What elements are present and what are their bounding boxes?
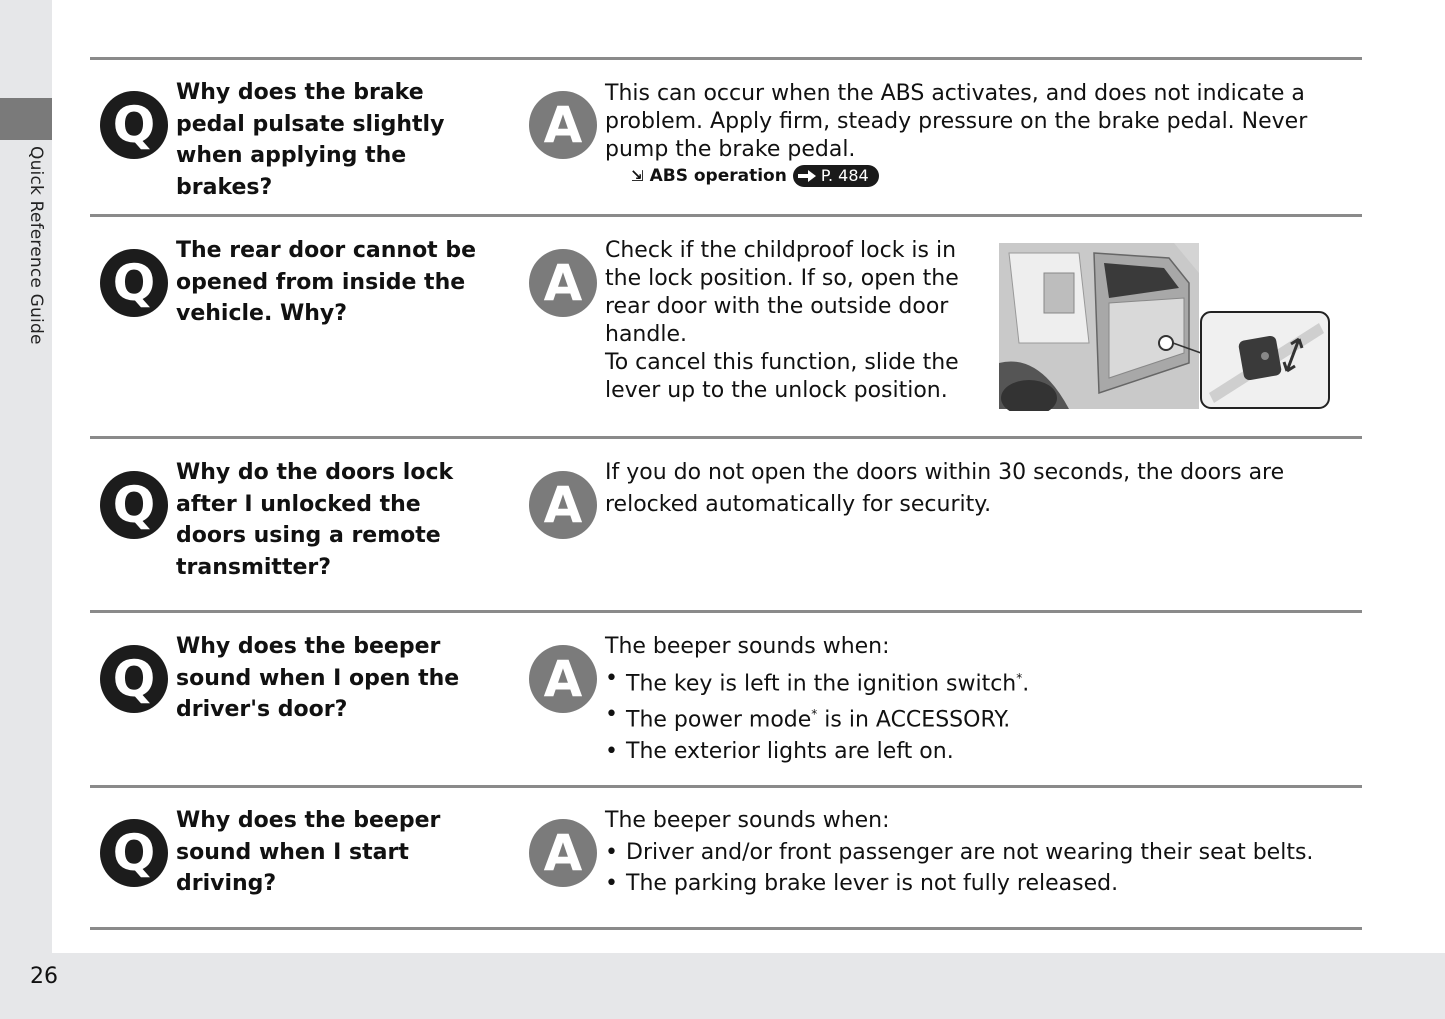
sidebar bbox=[0, 0, 52, 953]
childproof-lock-illustration bbox=[999, 243, 1332, 411]
divider bbox=[90, 785, 1362, 788]
list-item: • Driver and/or front passenger are not wearing their seat belts. bbox=[605, 837, 1345, 869]
question-text: Why does the beeper sound when I start driving? bbox=[176, 808, 441, 896]
list-item: • The exterior lights are left on. bbox=[605, 736, 1340, 768]
answer-text: To cancel this function, slide the lever up to the unlock position. bbox=[605, 350, 959, 403]
answer-badge: A bbox=[529, 645, 597, 713]
abs-operation-link[interactable] bbox=[631, 164, 1335, 188]
question-badge: Q bbox=[100, 819, 168, 887]
answer-text: If you do not open the doors within 30 seconds, the doors are relocked automatically for security. bbox=[605, 460, 1285, 517]
question-badge: Q bbox=[100, 645, 168, 713]
question-text: Why does the brake pedal pulsate slightly when applying the brakes? bbox=[176, 80, 445, 200]
section-tab-marker bbox=[0, 98, 52, 140]
question-text: Why does the beeper sound when I open the driver's door? bbox=[176, 634, 460, 722]
divider bbox=[90, 57, 1362, 60]
answer-badge: A bbox=[529, 819, 597, 887]
answer-badge: A bbox=[529, 91, 597, 159]
answer-block bbox=[605, 237, 990, 405]
answer-block bbox=[605, 631, 1340, 768]
answer-intro: The beeper sounds when: bbox=[605, 634, 890, 659]
list-item: • The power mode* is in ACCESSORY. bbox=[605, 699, 1340, 736]
answer-list bbox=[605, 663, 1340, 768]
page-arrow-icon bbox=[797, 169, 817, 183]
answer-badge: A bbox=[529, 471, 597, 539]
divider bbox=[90, 927, 1362, 930]
page-reference: P. 484 bbox=[820, 166, 869, 185]
divider bbox=[90, 436, 1362, 439]
question-text: Why do the doors lock after I unlocked the doors using a remote transmitter? bbox=[176, 460, 454, 580]
divider bbox=[90, 610, 1362, 613]
question-badge: Q bbox=[100, 249, 168, 317]
reference-arrow-icon: ⇲ bbox=[631, 167, 644, 185]
list-item: • The key is left in the ignition switch*. bbox=[605, 663, 1340, 700]
question-badge: Q bbox=[100, 91, 168, 159]
answer-block bbox=[605, 80, 1335, 188]
footer-bar bbox=[0, 953, 1445, 1019]
reference-label: ABS operation bbox=[649, 166, 787, 186]
divider bbox=[90, 214, 1362, 217]
answer-intro: The beeper sounds when: bbox=[605, 808, 890, 833]
answer-text: This can occur when the ABS activates, and does not indicate a problem. Apply firm, steady pressure on the brake pedal. Never pump the brake pedal. bbox=[605, 81, 1308, 162]
question-text: The rear door cannot be opened from inside the vehicle. Why? bbox=[176, 238, 477, 326]
list-item: • The parking brake lever is not fully released. bbox=[605, 868, 1345, 900]
page-number: 26 bbox=[30, 964, 58, 989]
section-label: Quick Reference Guide bbox=[26, 146, 46, 345]
answer-badge: A bbox=[529, 249, 597, 317]
answer-block bbox=[605, 457, 1340, 520]
page-reference-pill[interactable] bbox=[793, 165, 879, 187]
answer-text: Check if the childproof lock is in the lock position. If so, open the rear door with the outside door handle. bbox=[605, 238, 959, 347]
question-badge: Q bbox=[100, 471, 168, 539]
answer-list bbox=[605, 837, 1345, 900]
answer-block bbox=[605, 805, 1345, 900]
